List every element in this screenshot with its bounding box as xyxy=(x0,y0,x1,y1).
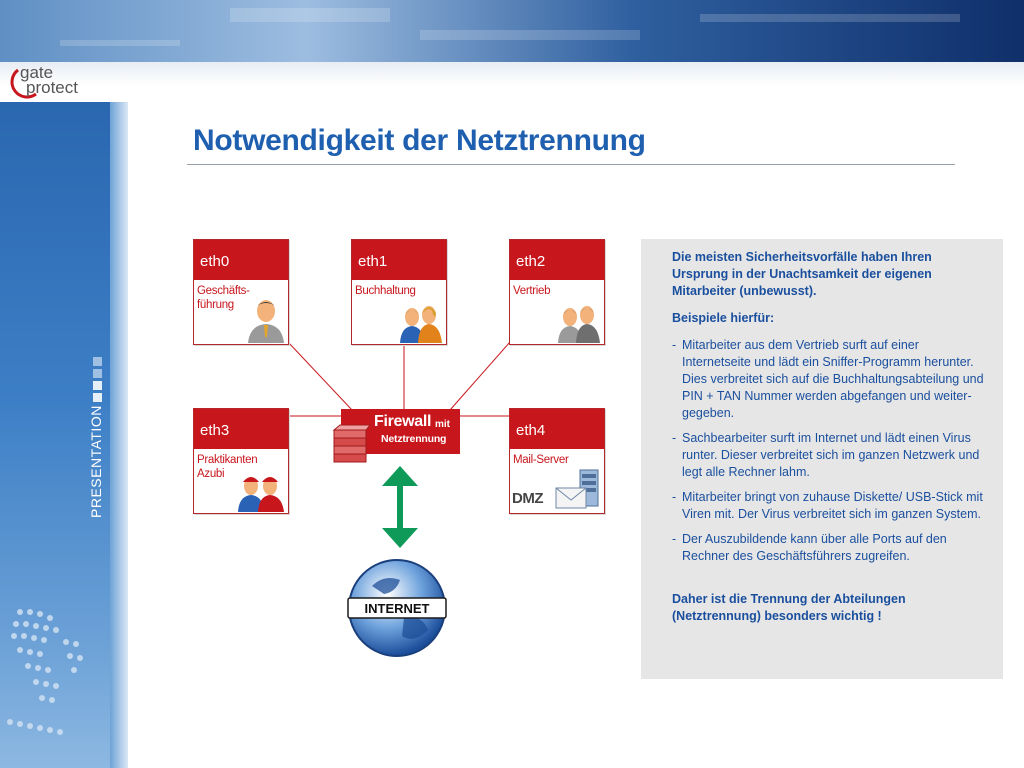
eth4-header: eth4 xyxy=(510,409,604,449)
network-box-eth2 xyxy=(509,239,605,345)
firewall-subtitle: Netztrennung xyxy=(381,433,447,445)
eth3-header: eth3 xyxy=(194,409,288,449)
bullet-item: - Sachbearbeiter surft im Internet und lädt einen Virus runter. Dieser verbreitet sich im ganzen Netzwerk und legt alle Rechner lahm. xyxy=(672,431,980,479)
mail-server-icon xyxy=(554,468,602,512)
info-conclusion: Daher ist die Trennung der Abteilungen (Netztrennung) besonders wichtig ! xyxy=(672,592,906,623)
bullet-item: - Mitarbeiter aus dem Vertrieb surft auf einer Internetseite und lädt ein Sniffer-Programm herunter. Dies verbreitet sich auf die Buchhaltungsabteilung und PIN + TAN Nummer werden abgefangen und weiter-gegeben. xyxy=(672,338,984,420)
eth1-header: eth1 xyxy=(352,240,446,280)
single-user-icon xyxy=(246,297,286,343)
svg-text:gate: gate xyxy=(20,63,54,82)
network-box-eth0 xyxy=(193,239,289,345)
info-intro: Die meisten Sicherheitsvorfälle haben Ihren Ursprung in der Unachtsamkeit der eigenen Mitarbeiter (unbewusst). xyxy=(672,250,932,298)
eth4-label: Mail-Server xyxy=(513,454,569,466)
eth0-label: Geschäfts- führung xyxy=(197,285,250,311)
eth1-label: Buchhaltung xyxy=(355,285,416,297)
presentation-label: PRESENTATION xyxy=(88,318,108,518)
firewall-title: Firewall xyxy=(374,413,432,430)
user-pair-icon xyxy=(398,301,444,343)
info-panel xyxy=(641,239,1003,679)
firewall-brick-icon xyxy=(330,424,370,468)
bullet-item: - Mitarbeiter bringt von zuhause Diskette/ USB-Stick mit Viren mit. Der Virus verbreitet sich im ganzen System. xyxy=(672,490,983,521)
bullet-item: - Der Auszubildende kann über alle Ports auf den Rechner des Geschäftsführers zugreifen. xyxy=(672,532,947,563)
network-box-eth1 xyxy=(351,239,447,345)
examples-heading: Beispiele hierfür: xyxy=(672,311,775,325)
firewall-mit: mit xyxy=(435,419,450,430)
network-box-eth3 xyxy=(193,408,289,514)
eth3-label: Praktikanten Azubi xyxy=(197,454,258,480)
eth0-header: eth0 xyxy=(194,240,288,280)
eth2-label: Vertrieb xyxy=(513,285,551,297)
user-pair-icon xyxy=(556,301,602,343)
bidirectional-arrow-icon xyxy=(382,466,418,548)
dmz-label: DMZ xyxy=(512,490,543,507)
svg-text:INTERNET: INTERNET xyxy=(364,601,430,616)
internet-globe-icon xyxy=(344,556,450,660)
user-pair-icon xyxy=(236,468,286,512)
page-title: Notwendigkeit der Netztrennung xyxy=(193,124,646,157)
svg-text:protect: protect xyxy=(26,78,78,97)
eth2-header: eth2 xyxy=(510,240,604,280)
